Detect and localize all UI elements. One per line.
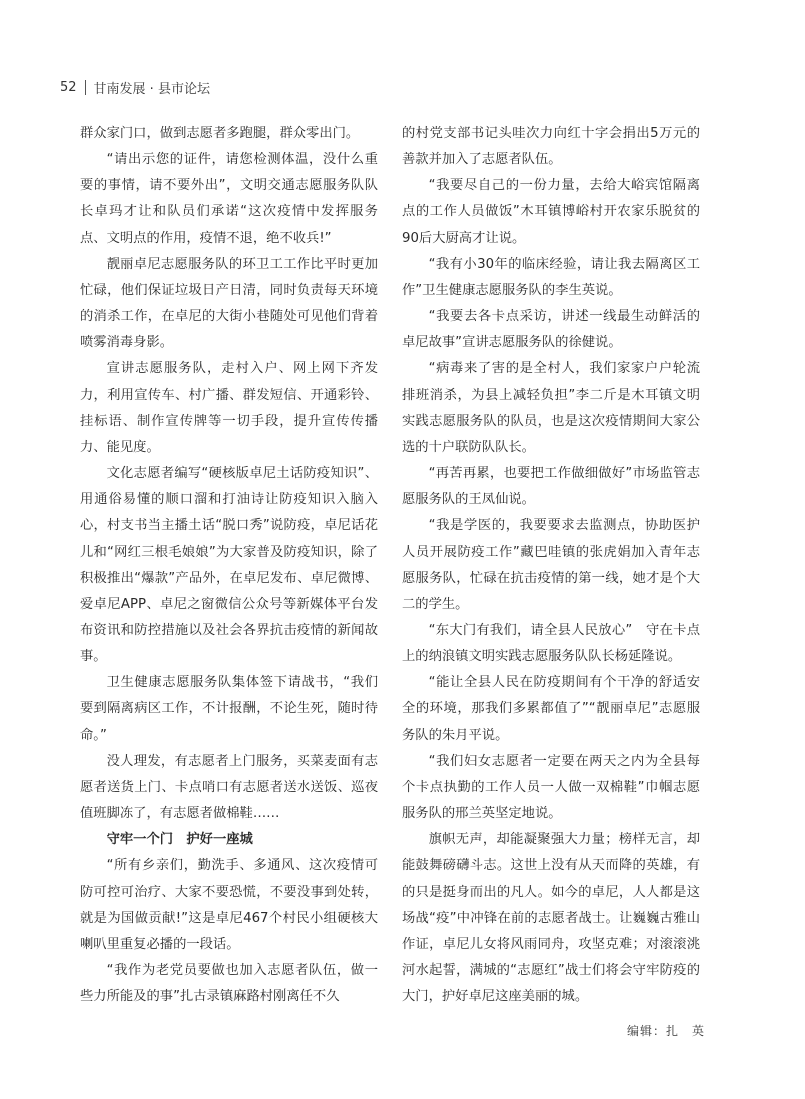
paragraph: “我是学医的，我要要求去监测点，协助医护人员开展防疫工作”藏巴哇镇的张虎娟加入青年志愿服务队，忙碌在抗击疫情的第一线，她才是个大二的学生。 <box>402 518 700 612</box>
paragraph: 卫生健康志愿服务队集体签下请战书，“我们要到隔离病区工作，不计报酬，不论生死，随时待命。” <box>80 675 378 743</box>
paragraph: “我有小30年的临床经验，请让我去隔离区工作”卫生健康志愿服务队的李生英说。 <box>402 256 700 298</box>
paragraph: “请出示您的证件，请您检测体温，没什么重要的事情，请不要外出”，文明交通志愿服务队队长卓玛才让和队员们承诺“这次疫情中发挥服务点、文明点的作用，疫情不退，绝不收兵!” <box>80 152 378 246</box>
paragraph: “我要去各卡点采访，讲述一线最生动鲜活的卓尼故事”宣讲志愿服务队的徐健说。 <box>402 309 700 351</box>
paragraph: 旗帜无声，却能凝聚强大力量；榜样无言，却能鼓舞磅礴斗志。这世上没有从天而降的英雄，有的只是挺身而出的凡人。如今的卓尼，人人都是这场战“疫”中冲锋在前的志愿者战士。让巍巍古雅山作证，卓尼儿女将风雨同舟，攻坚克难；对滚滚洮河水起誓，满城的“志愿红”战士们将会守牢防疫的大门，护好卓尼这座美丽的城。 <box>402 832 700 1005</box>
paragraph: 宣讲志愿服务队，走村入户、网上网下齐发力，利用宣传车、村广播、群发短信、开通彩铃、挂标语、制作宣传牌等一切手段，提升宣传传播力、能见度。 <box>80 361 378 455</box>
paragraph: “病毒来了害的是全村人，我们家家户户轮流排班消杀，为县上减轻负担”李二斤是木耳镇文明实践志愿服务队的队员，也是这次疫情期间大家公选的十户联防队队长。 <box>402 361 700 455</box>
paragraph: “再苦再累，也要把工作做细做好”市场监管志愿服务队的王凤仙说。 <box>402 466 700 508</box>
paragraph: 靓丽卓尼志愿服务队的环卫工工作比平时更加忙碌，他们保证垃圾日产日清，同时负责每天环境的消杀工作，在卓尼的大街小巷随处可见他们背着喷雾消毒身影。 <box>80 256 378 351</box>
paragraph: 群众家门口，做到志愿者多跑腿，群众零出门。 <box>80 126 360 141</box>
section-heading: 守牢一个门 护好一座城 <box>106 832 253 848</box>
editor-credit: 编辑：扎 英 <box>626 1024 705 1038</box>
paragraph: “我作为老党员要做也加入志愿者队伍，做一些力所能及的事”扎古录镇麻路村刚离任不久 <box>80 963 378 1005</box>
paragraph: “东大门有我们，请全县人民放心” 守在卡点上的纳浪镇文明实践志愿服务队队长杨延隆说。 <box>402 622 700 665</box>
paragraph: 的村党支部书记头哇次力向红十字会捐出5万元的善款并加入了志愿者队伍。 <box>402 126 700 168</box>
page-number: 52 <box>60 80 77 95</box>
header-divider <box>85 80 86 95</box>
paragraph: “所有乡亲们，勤洗手、多通风、这次疫情可防可控可治疗、大家不要恐慌，不要没事到处转，就是为国做贡献!”这是卓尼467个村民小组硬核大喇叭里重复必播的一段话。 <box>80 858 378 952</box>
right-column <box>402 121 700 1010</box>
paragraph: “能让全县人民在防疫期间有个干净的舒适安全的环境，那我们多累都值了”“靓丽卓尼”志愿服务队的朱月平说。 <box>402 675 700 743</box>
left-column <box>80 121 378 1010</box>
paragraph: “我要尽自己的一份力量，去给大峪宾馆隔离点的工作人员做饭”木耳镇博峪村开农家乐脱贫的90后大厨高才让说。 <box>402 178 700 246</box>
page-header <box>60 78 210 97</box>
paragraph: 没人理发，有志愿者上门服务，买菜麦面有志愿者送货上门、卡点哨口有志愿者送水送饭、巡夜值班脚冻了，有志愿者做棉鞋…… <box>80 753 378 822</box>
section-title: 甘南发展 · 县市论坛 <box>93 82 210 97</box>
paragraph: 文化志愿者编写“硬核版卓尼土话防疫知识”、用通俗易懂的顺口溜和打油诗让防疫知识入脑入心，村支书当主播土话“脱口秀”说防疫，卓尼话花儿和“网红三根毛娘娘”为大家普及防疫知识，除了积极推出“爆款”产品外，在卓尼发布、卓尼微博、爱卓尼APP、卓尼之窗微信公众号等新媒体平台发布资讯和防控措施以及社会各界抗击疫情的新闻故事。 <box>80 466 378 665</box>
paragraph: “我们妇女志愿者一定要在两天之内为全县每个卡点执勤的工作人员一人做一双棉鞋”巾帼志愿服务队的邢兰英坚定地说。 <box>402 753 700 822</box>
